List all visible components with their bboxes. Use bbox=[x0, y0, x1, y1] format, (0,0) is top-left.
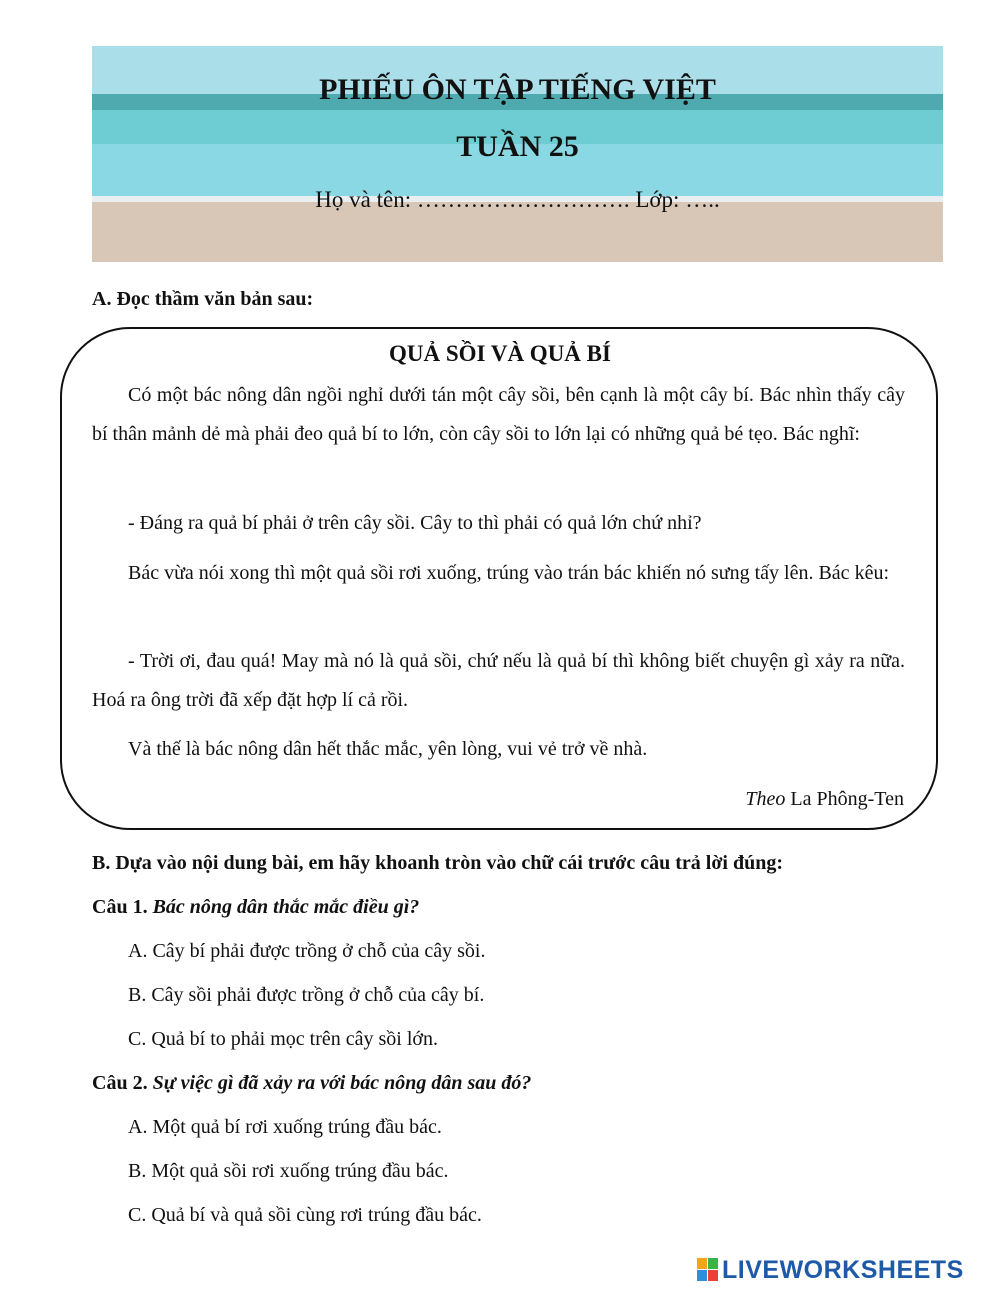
section-a-heading: A. Đọc thầm văn bản sau: bbox=[92, 288, 314, 310]
question-label: Câu 2. bbox=[92, 1072, 148, 1094]
worksheet-week: TUẦN 25 bbox=[456, 130, 579, 163]
question-2 bbox=[92, 1070, 531, 1096]
question-label: Câu 1. bbox=[92, 896, 148, 918]
question-text: Sự việc gì đã xảy ra với bác nông dân sau đó? bbox=[152, 1072, 532, 1094]
worksheet-title: PHIẾU ÔN TẬP TIẾNG VIỆT bbox=[319, 73, 716, 106]
story-title: QUẢ SỒI VÀ QUẢ BÍ bbox=[389, 341, 611, 366]
answer-option[interactable]: A. Cây bí phải được trồng ở chỗ của cây sồi. bbox=[128, 940, 486, 962]
credit-author: La Phông-Ten bbox=[790, 788, 904, 810]
name-class-line: Họ và tên: ………………………. Lớp: ….. bbox=[315, 187, 720, 212]
worksheet-header bbox=[92, 46, 943, 262]
question-1 bbox=[92, 894, 419, 920]
story-paragraph: Bác vừa nói xong thì một quả sồi rơi xuống, trúng vào trán bác khiến nó sưng tấy lên. Bác kêu: bbox=[128, 562, 889, 584]
story-paragraph: - Đáng ra quả bí phải ở trên cây sồi. Cây to thì phải có quả lớn chứ nhỉ? bbox=[128, 512, 702, 534]
section-b-heading: B. Dựa vào nội dung bài, em hãy khoanh tròn vào chữ cái trước câu trả lời đúng: bbox=[92, 852, 784, 874]
story-paragraph: - Trời ơi, đau quá! May mà nó là quả sồi, chứ nếu là quả bí thì không biết chuyện gì xảy ra nữa. Hoá ra ông trời đã xếp đặt hợp lí cả rồi. bbox=[92, 650, 905, 711]
answer-option[interactable]: C. Quả bí to phải mọc trên cây sồi lớn. bbox=[128, 1028, 438, 1050]
credit-prefix: Theo bbox=[745, 788, 786, 810]
liveworksheets-logo bbox=[697, 1257, 964, 1283]
story-paragraph: Có một bác nông dân ngồi nghỉ dưới tán một cây sồi, bên cạnh là một cây bí. Bác nhìn thấy cây bí thân mảnh dẻ mà phải đeo quả bí to lớn, còn cây sồi to lớn lại có những quả bé tẹo. Bác nghĩ: bbox=[92, 384, 905, 445]
answer-option[interactable]: B. Một quả sồi rơi xuống trúng đầu bác. bbox=[128, 1160, 449, 1182]
logo-text: LIVEWORKSHEETS bbox=[722, 1255, 964, 1284]
question-text: Bác nông dân thắc mắc điều gì? bbox=[152, 896, 420, 918]
logo-icon bbox=[697, 1258, 719, 1282]
answer-option[interactable]: C. Quả bí và quả sồi cùng rơi trúng đầu bác. bbox=[128, 1204, 482, 1226]
story-paragraph: Và thế là bác nông dân hết thắc mắc, yên lòng, vui vẻ trở về nhà. bbox=[128, 738, 648, 760]
answer-option[interactable]: B. Cây sồi phải được trồng ở chỗ của cây bí. bbox=[128, 984, 485, 1006]
answer-option[interactable]: A. Một quả bí rơi xuống trúng đầu bác. bbox=[128, 1116, 442, 1138]
story-credit bbox=[745, 784, 904, 814]
